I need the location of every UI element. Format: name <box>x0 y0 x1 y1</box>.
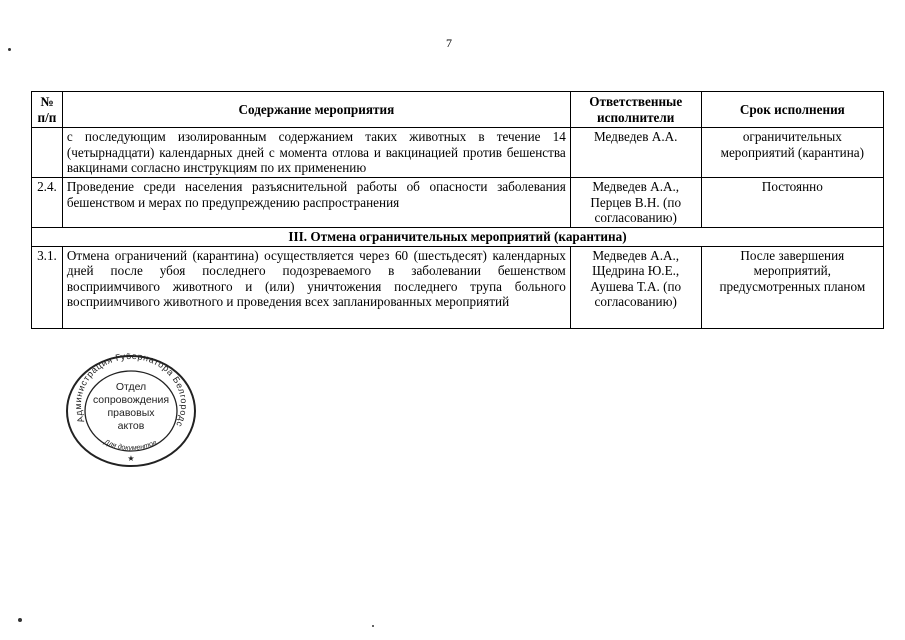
scan-speck <box>8 48 11 51</box>
official-stamp <box>64 353 198 469</box>
row-content: с последующим изолированным содержанием таких животных в течение 14 (четырнадцати) календарных дней с момента отлова и вакцинацией против бешенства вакцинами согласно инструкциям по их применению <box>62 128 570 178</box>
section-title: III. Отмена ограничительных мероприятий (карантина) <box>32 228 884 247</box>
stamp-inner-text <box>88 381 174 433</box>
row-content: Отмена ограничений (карантина) осуществляется через 60 (шестьдесят) календарных дней после убоя последнего подозреваемого в заболевании бешенством восприимчивого животного и (или) уничтожения последнего трупа больного восприимчивого животного и проведения всех запланированных мероприятий <box>62 246 570 328</box>
table-row <box>32 178 884 228</box>
stamp-line: правовых <box>107 407 155 419</box>
section-row <box>32 228 884 247</box>
row-num <box>32 128 63 178</box>
row-deadline: Постоянно <box>701 178 883 228</box>
header-num: № п/п <box>32 92 63 128</box>
row-responsible: Медведев А.А., Перцев В.Н. (по согласованию) <box>570 178 701 228</box>
svg-text:Для документов: Для документов <box>102 438 158 453</box>
table-row <box>32 246 884 328</box>
row-content: Проведение среди населения разъяснительной работы об опасности заболевания бешенством и мерах по предупреждению распространения <box>62 178 570 228</box>
row-deadline: ограничительных мероприятий (карантина) <box>701 128 883 178</box>
svg-text:★: ★ <box>127 454 135 463</box>
row-num: 2.4. <box>32 178 63 228</box>
table-header-row <box>32 92 884 128</box>
stamp-line: Отдел <box>115 381 147 393</box>
header-responsible: Ответственные исполнители <box>570 92 701 128</box>
header-content: Содержание мероприятия <box>62 92 570 128</box>
svg-text:Администрация Губернатора Белг: Администрация Губернатора Белгородс <box>72 353 190 429</box>
stamp-line: сопровождения <box>92 394 170 406</box>
stamp-line: актов <box>117 420 145 432</box>
row-deadline: После завершения мероприятий, предусмотренных планом <box>701 246 883 328</box>
plan-table <box>31 91 884 329</box>
header-deadline: Срок исполнения <box>701 92 883 128</box>
row-responsible: Медведев А.А. <box>570 128 701 178</box>
row-responsible: Медведев А.А., Щедрина Ю.Е., Аушева Т.А. (по согласованию) <box>570 246 701 328</box>
scan-speck <box>372 625 374 627</box>
scan-speck <box>18 618 22 622</box>
table-row <box>32 128 884 178</box>
row-num: 3.1. <box>32 246 63 328</box>
page-number: 7 <box>446 36 452 50</box>
